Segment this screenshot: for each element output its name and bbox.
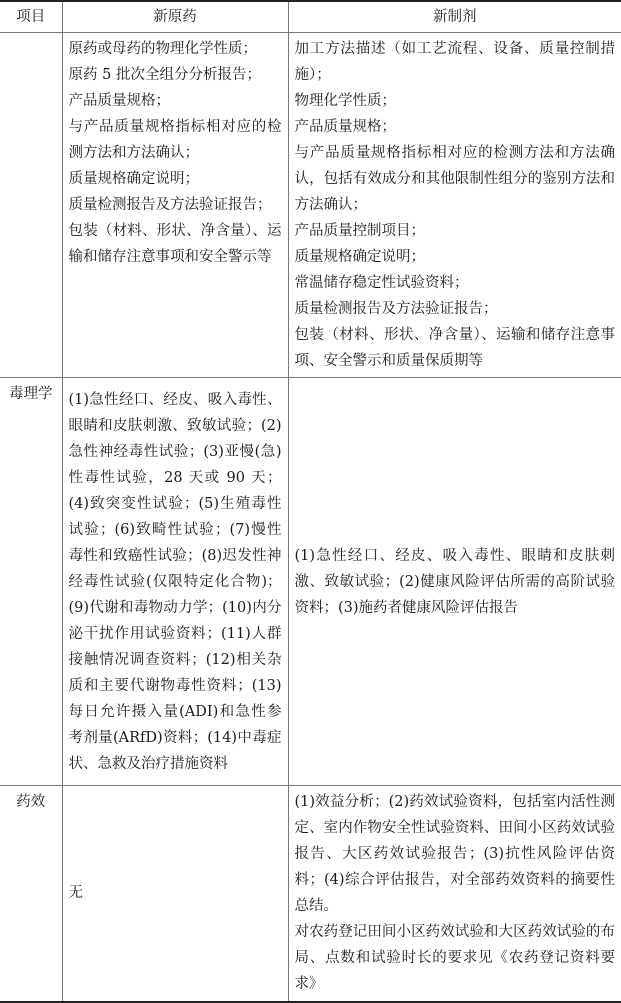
list-item: 产品质量控制项目； — [294, 223, 425, 239]
header-item: 项目 — [0, 1, 62, 33]
paragraph: (1)急性经口、经皮、吸入毒性、眼睛和皮肤刺激、致敏试验；(2)健康风险评估所需的高阶试验资料；(3)施药者健康风险评估报告 — [294, 547, 615, 616]
header-new-formulation: 新制剂 — [288, 1, 621, 33]
list-item: 物理化学性质； — [294, 93, 396, 109]
table-header-row — [0, 1, 621, 33]
list-item: 质量规格确定说明； — [294, 249, 425, 265]
paragraph: (1)急性经口、经皮、吸入毒性、眼睛和皮肤刺激、致敏试验；(2)急性神经毒性试验；(3)亚慢(急)性毒性试验，28 天或 90 天；(4)致突变性试验；(5)生殖毒性试验；(6)致畸性试验；(7)慢性毒性和致癌性试验；(8)迟发性神经毒性试验(仅限特定化合物)；(9)代谢和毒物动力学；(10)内分泌干扰作用试验资料；(11)人群接触情况调查资料；(12)相关杂质和主要代谢物毒性资料；(13)每日允许摄入量(ADI)和急性参考剂量(ARfD)资料；(14)中毒症状、急救及治疗措施资料 — [68, 391, 282, 772]
table-row-chemistry — [0, 33, 621, 378]
row-label-chemistry — [0, 33, 62, 378]
table-row-efficacy — [0, 786, 621, 1002]
chemistry-technical-cell — [62, 33, 288, 378]
list-item: 质量规格确定说明； — [68, 171, 199, 187]
toxicology-technical-cell — [62, 378, 288, 786]
table-row-toxicology — [0, 378, 621, 786]
list-item: 加工方法描述（如工艺流程、设备、质量控制措施）； — [294, 41, 615, 83]
chemistry-formulation-cell — [288, 33, 621, 378]
list-item: 原药或母药的物理化学性质； — [68, 41, 257, 57]
toxicology-formulation-cell — [288, 378, 621, 786]
row-label-toxicology: 毒理学 — [0, 378, 62, 786]
list-item: 与产品质量规格指标相对应的检测方法和方法确认，包括有效成分和其他限制性组分的鉴别方法和方法确认； — [294, 145, 615, 213]
list-item: 常温储存稳定性试验资料； — [294, 275, 469, 291]
paragraph: 无 — [68, 885, 83, 902]
efficacy-technical-cell — [62, 786, 288, 1002]
list-item: 产品质量规格； — [68, 93, 170, 109]
paragraph: 对农药登记田间小区药效试验和大区药效试验的布局、点数和试验时长的要求见《农药登记资料要求》 — [294, 924, 615, 992]
efficacy-formulation-cell — [288, 786, 621, 1002]
list-item: 原药 5 批次全组分分析报告； — [68, 67, 261, 83]
list-item: 包装（材料、形状、净含量）、运输和储存注意事项和安全警示等 — [68, 223, 282, 265]
paragraph: (1)效益分析；(2)药效试验资料，包括室内活性测定、室内作物安全性试验资料、田间小区药效试验报告、大区药效试验报告；(3)抗性风险评估资料；(4)综合评估报告，对全部药效资料的摘要性总结。 — [294, 794, 615, 914]
list-item: 包装（材料、形状、净含量）、运输和储存注意事项、安全警示和质量保质期等 — [294, 327, 615, 369]
list-item: 与产品质量规格指标相对应的检测方法和方法确认； — [68, 119, 282, 161]
header-new-technical: 新原药 — [62, 1, 288, 33]
list-item: 质量检测报告及方法验证报告； — [68, 197, 272, 213]
list-item: 产品质量规格； — [294, 119, 396, 135]
row-label-efficacy: 药效 — [0, 786, 62, 1002]
list-item: 质量检测报告及方法验证报告； — [294, 301, 498, 317]
